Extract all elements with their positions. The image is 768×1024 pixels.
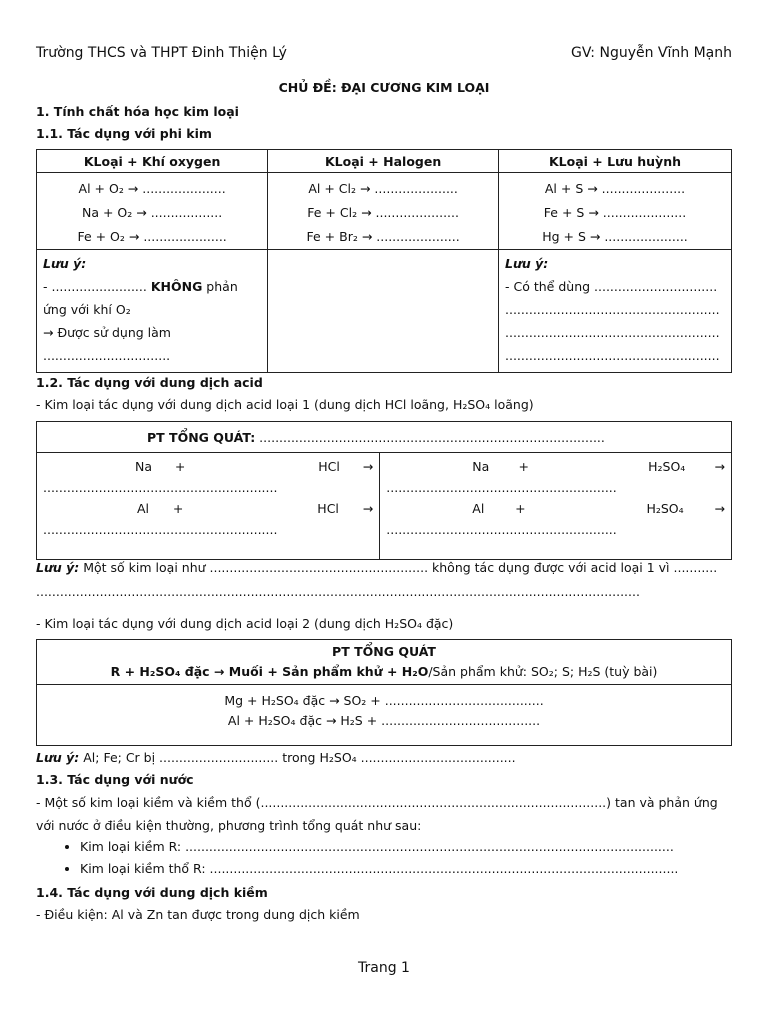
acid2-table <box>36 639 732 746</box>
equation: Fe + Br₂ → ..................... <box>306 229 460 244</box>
plus-sign: + <box>174 459 186 474</box>
arrow: → <box>714 501 725 516</box>
equation: Al + O₂ → ..................... <box>78 181 226 196</box>
answer-line: .......................................................... <box>386 480 617 495</box>
answer-line: .......................................................... <box>386 522 617 537</box>
note-text: - Có thể dùng ............................... <box>505 279 718 294</box>
note-label: Lưu ý: <box>36 750 80 765</box>
section-1-2-heading: 1.2. Tác dụng với dung dịch acid <box>36 375 263 390</box>
equation-formula: R + H₂SO₄ đặc → Muối + Sản phẩm khử + H₂O <box>110 664 429 679</box>
sulfur-note <box>499 250 732 373</box>
reactant: H₂SO₄ <box>648 459 686 474</box>
hcl-reactions <box>37 453 380 560</box>
note-text: ...................................................... <box>505 348 720 363</box>
reaction-row <box>43 457 373 477</box>
water-bullets <box>36 836 732 880</box>
page-number: Trang 1 <box>358 960 410 976</box>
note-text: Một số kim loại như ....................................................... không tác dụng được với acid loại 1 vì ........... <box>79 560 718 575</box>
arrow: → <box>362 459 374 474</box>
col-header-sulfur: KLoại + Lưu huỳnh <box>499 150 732 173</box>
oxygen-note <box>37 250 268 373</box>
school-name: Trường THCS và THPT Đinh Thiện Lý <box>36 45 287 61</box>
equation: Fe + S → ..................... <box>543 205 687 220</box>
answer-line: ........................................................... <box>43 480 278 495</box>
list-item: • Kim loại kiềm thổ R: ...................................................................................................................... <box>80 858 732 880</box>
note-label: Lưu ý: <box>36 560 80 575</box>
plus-sign: + <box>518 459 529 474</box>
plus-sign: + <box>515 501 526 516</box>
answer-line: ........................................................................................................................................................ <box>36 584 640 599</box>
section-1-heading: 1. Tính chất hóa học kim loại <box>36 104 239 119</box>
reduction-products: /Sản phẩm khử: SO₂; S; H₂S (tuỳ bài) <box>428 664 658 679</box>
reactant: HCl <box>317 501 339 516</box>
section-1-3-heading: 1.3. Tác dụng với nước <box>36 772 194 787</box>
note-text: ...................................................... <box>505 325 720 340</box>
note-emphasis: KHÔNG <box>150 279 203 294</box>
halogen-note <box>268 250 499 373</box>
nonmetal-table <box>36 149 732 373</box>
reactant: Na <box>135 459 153 474</box>
arrow: → <box>362 501 374 516</box>
general-equation-dots: ....................................................................................... <box>255 429 605 445</box>
general-equation-label: PT TỔNG QUÁT: <box>147 429 256 445</box>
note-label: Lưu ý: <box>505 256 549 271</box>
general-equation-header <box>37 422 732 453</box>
equation: Na + O₂ → .................. <box>82 205 223 220</box>
note-text: - ........................ <box>43 279 151 294</box>
equation: Al + H₂SO₄ đặc → H₂S + ........................................ <box>227 713 541 728</box>
plus-sign: + <box>172 501 184 516</box>
equation: Mg + H₂SO₄ đặc → SO₂ + ........................................ <box>224 693 544 708</box>
note-text: phản ứng với khí O₂ <box>43 279 238 317</box>
section-1-4-heading: 1.4. Tác dụng với dung dịch kiềm <box>36 885 268 900</box>
water-intro-cont: với nước ở điều kiện thường, phương trình tổng quát như sau: <box>36 818 422 833</box>
equation: Hg + S → ..................... <box>542 229 688 244</box>
answer-line: ........................................................... <box>43 522 278 537</box>
acid2-equations <box>37 685 732 746</box>
col-header-oxygen: KLoại + Khí oxygen <box>37 150 268 173</box>
sulfur-equations <box>499 173 732 250</box>
reactant: Al <box>472 501 485 516</box>
acid1-table <box>36 421 732 560</box>
acid1-intro: - Kim loại tác dụng với dung dịch acid loại 1 (dung dịch HCl loãng, H₂SO₄ loãng) <box>36 397 534 412</box>
reactant: Na <box>472 459 490 474</box>
note-text: ...................................................... <box>505 302 720 317</box>
reactant: H₂SO₄ <box>646 501 684 516</box>
oxygen-equations <box>37 173 268 250</box>
section-1-1-heading: 1.1. Tác dụng với phi kim <box>36 126 212 141</box>
list-item: • Kim loại kiềm R: ........................................................................................................................... <box>80 836 732 858</box>
alkali-condition: - Điều kiện: Al và Zn tan được trong dung dịch kiềm <box>36 907 360 922</box>
reaction-row <box>43 499 373 519</box>
halogen-equations <box>268 173 499 250</box>
reaction-row <box>386 499 725 519</box>
note-text: → Được sử dụng làm ................................ <box>43 325 171 363</box>
equation: Fe + Cl₂ → ..................... <box>307 205 459 220</box>
note-text: Al; Fe; Cr bị .............................. trong H₂SO₄ ....................................... <box>79 750 516 765</box>
equation: Fe + O₂ → ..................... <box>77 229 227 244</box>
note-label: Lưu ý: <box>43 256 87 271</box>
teacher-name: GV: Nguyễn Vĩnh Mạnh <box>571 45 732 61</box>
arrow: → <box>714 459 725 474</box>
acid2-header <box>37 640 732 685</box>
reaction-row <box>386 457 725 477</box>
acid2-intro: - Kim loại tác dụng với dung dịch acid loại 2 (dung dịch H₂SO₄ đặc) <box>36 616 454 631</box>
h2so4-reactions <box>380 453 732 560</box>
document-title: CHỦ ĐỀ: ĐẠI CƯƠNG KIM LOẠI <box>278 80 490 95</box>
page-header <box>36 45 732 61</box>
equation: Al + S → ..................... <box>544 181 686 196</box>
water-intro: - Một số kim loại kiềm và kiềm thổ (.......................................................................................) tan và phản ứng <box>36 795 718 810</box>
col-header-halogen: KLoại + Halogen <box>268 150 499 173</box>
reactant: HCl <box>318 459 340 474</box>
general-equation <box>37 662 731 682</box>
equation: Al + Cl₂ → ..................... <box>308 181 458 196</box>
acid1-note <box>36 560 732 575</box>
general-equation-label: PT TỔNG QUÁT <box>332 644 436 659</box>
reactant: Al <box>137 501 150 516</box>
passivation-note <box>36 750 732 765</box>
